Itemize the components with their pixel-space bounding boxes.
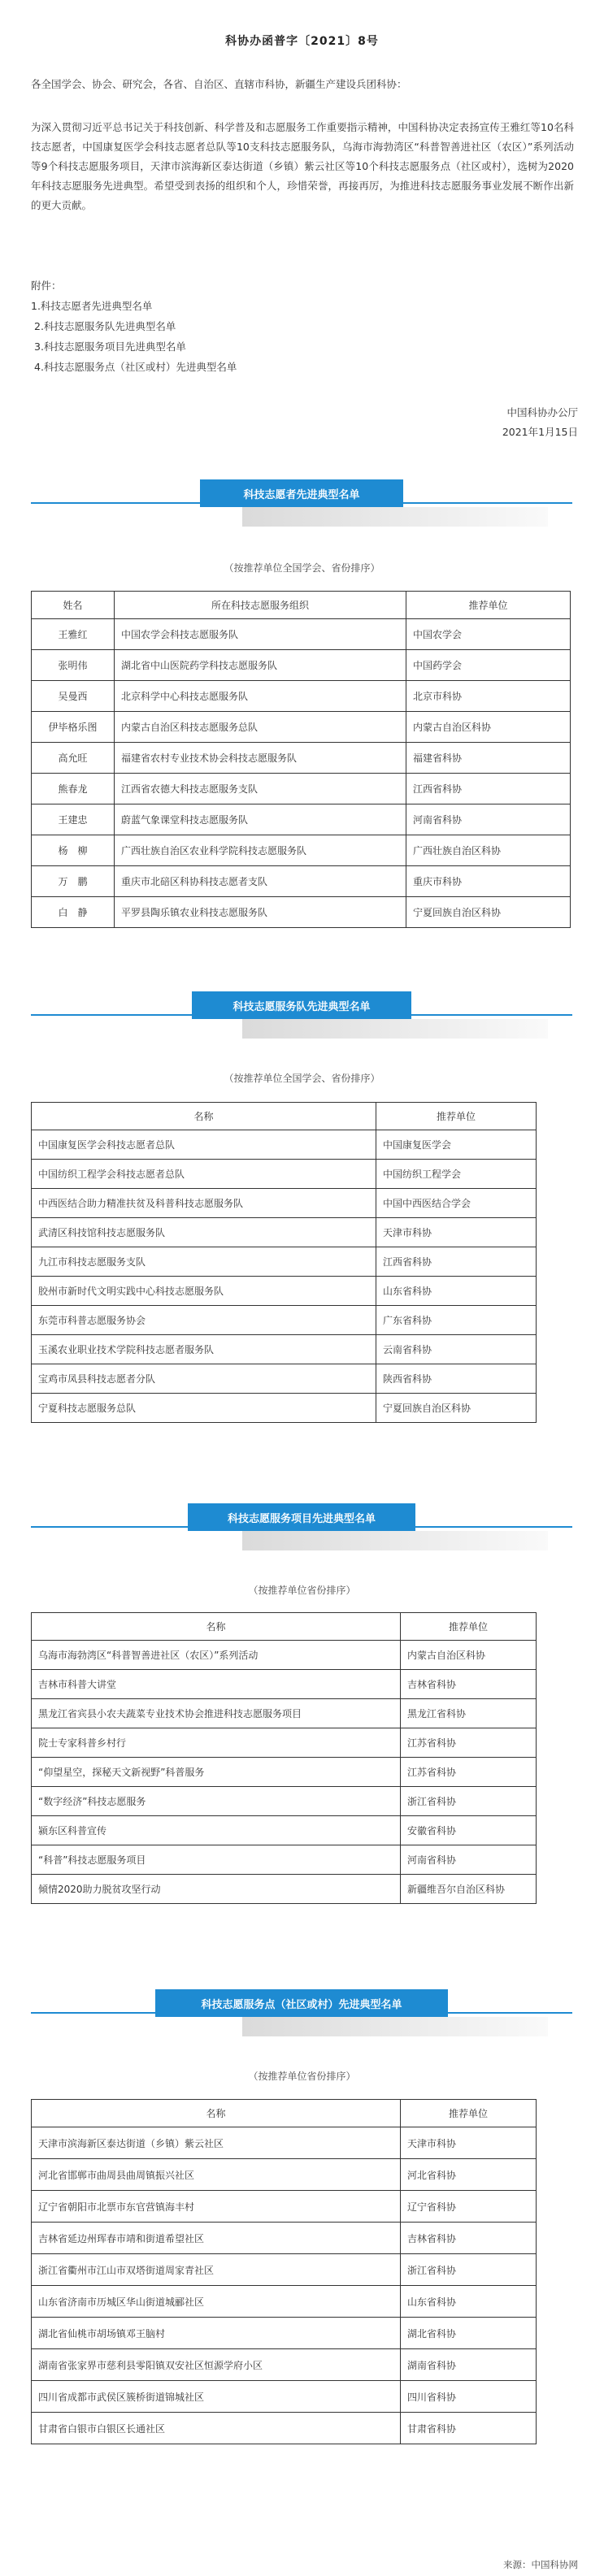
table-cell: 浙江省科协 (401, 2254, 537, 2286)
section-order-note: （按推荐单位全国学会、省份排序） (224, 1073, 380, 1084)
attachment-item: 3.科技志愿服务项目先进典型名单 (34, 340, 186, 353)
table-cell: “仰望星空，探秘天文新视野”科普服务 (32, 1758, 401, 1787)
table-row (32, 835, 571, 866)
table-row (32, 681, 571, 712)
banner-shadow (242, 1531, 548, 1550)
table-header: 名称 (32, 2100, 401, 2127)
section-banner (31, 1503, 572, 1550)
table-row (32, 2127, 537, 2159)
table-cell: 甘肃省科协 (401, 2413, 537, 2444)
table-row (32, 1335, 537, 1364)
table-cell: 宁夏回族自治区科协 (376, 1394, 537, 1423)
table-cell: 内蒙古自治区科技志愿服务总队 (115, 712, 406, 743)
table-row (32, 1728, 537, 1758)
table-row (32, 2318, 537, 2349)
volunteers-table (31, 591, 571, 928)
table-header: 姓名 (32, 592, 115, 619)
table-cell: 平罗县陶乐镇农业科技志愿服务队 (115, 897, 406, 928)
section-projects (31, 1503, 572, 1550)
table-cell: 河北省科协 (401, 2159, 537, 2191)
table-cell: 中西医结合助力精准扶贫及科普科技志愿服务队 (32, 1189, 376, 1218)
table-cell: 张明伟 (32, 650, 115, 681)
table-row (32, 1641, 537, 1670)
table-cell: 内蒙古自治区科协 (406, 712, 571, 743)
table-cell: 广西壮族自治区农业科学院科技志愿服务队 (115, 835, 406, 866)
table-row (32, 712, 571, 743)
table-cell: 重庆市北碚区科协科技志愿者支队 (115, 866, 406, 897)
table-cell: 广东省科协 (376, 1306, 537, 1335)
table-cell: 浙江省科协 (401, 1787, 537, 1816)
table-cell: 江苏省科协 (401, 1758, 537, 1787)
table-header: 所在科技志愿服务组织 (115, 592, 406, 619)
table-cell: 四川省成都市武侯区簇桥街道锦城社区 (32, 2381, 401, 2413)
table-cell: 宝鸡市凤县科技志愿者分队 (32, 1364, 376, 1394)
table-cell: 山东省济南市历城区华山街道城郦社区 (32, 2286, 401, 2318)
table-cell: 浙江省衢州市江山市双塔街道周家青社区 (32, 2254, 401, 2286)
table-cell: 伊毕格乐图 (32, 712, 115, 743)
document-number: 科协办函普字〔2021〕8号 (225, 35, 379, 48)
table-cell: 安徽省科协 (401, 1816, 537, 1845)
table-row (32, 1670, 537, 1699)
table-row (32, 804, 571, 835)
table-cell: 天津市科协 (376, 1218, 537, 1247)
banner-shadow (242, 2017, 548, 2036)
table-cell: 中国康复医学会 (376, 1130, 537, 1160)
table-row (32, 2286, 537, 2318)
table-cell: 湖北省中山医院药学科技志愿服务队 (115, 650, 406, 681)
table-body (32, 2127, 537, 2444)
table-cell: 山东省科协 (401, 2286, 537, 2318)
table-cell: 吉林市科普大讲堂 (32, 1670, 401, 1699)
table-body (32, 619, 571, 928)
table-cell: 中国康复医学会科技志愿者总队 (32, 1130, 376, 1160)
table-header: 名称 (32, 1103, 376, 1130)
service-points-table (31, 2099, 537, 2444)
section-order-note: （按推荐单位省份排序） (248, 2071, 356, 2082)
table-body (32, 1641, 537, 1904)
table-row (32, 1364, 537, 1394)
table-cell: 中国纺织工程学会科技志愿者总队 (32, 1160, 376, 1189)
table-cell: 湖北省科协 (401, 2318, 537, 2349)
table-cell: 黑龙江省科协 (401, 1699, 537, 1728)
table-row (32, 1189, 537, 1218)
table-cell: 倾情2020助力脱贫攻坚行动 (32, 1875, 401, 1904)
table-row (32, 1247, 537, 1277)
attachment-item: 4.科技志愿服务点（社区或村）先进典型名单 (34, 361, 237, 373)
section-title: 科技志愿服务项目先进典型名单 (188, 1503, 415, 1531)
table-row (32, 743, 571, 774)
table-cell: 吉林省科协 (401, 1670, 537, 1699)
table-cell: 新疆维吾尔自治区科协 (401, 1875, 537, 1904)
table-header: 推荐单位 (401, 2100, 537, 2127)
table-cell: 蔚蓝气象课堂科技志愿服务队 (115, 804, 406, 835)
table-cell: 杨 柳 (32, 835, 115, 866)
table-cell: 内蒙古自治区科协 (401, 1641, 537, 1670)
table-cell: 中国纺织工程学会 (376, 1160, 537, 1189)
section-title: 科技志愿服务队先进典型名单 (192, 991, 411, 1019)
table-row (32, 1277, 537, 1306)
section-service-points (31, 1989, 572, 2036)
banner-shadow (242, 507, 548, 527)
table-row (32, 1306, 537, 1335)
table-cell: 宁夏科技志愿服务总队 (32, 1394, 376, 1423)
table-cell: 中国中西医结合学会 (376, 1189, 537, 1218)
table-row (32, 774, 571, 804)
table-row (32, 866, 571, 897)
table-cell: 王建忠 (32, 804, 115, 835)
table-cell: 江西省科协 (376, 1247, 537, 1277)
table-row (32, 2349, 537, 2381)
table-header: 名称 (32, 1613, 401, 1641)
table-cell: 北京科学中心科技志愿服务队 (115, 681, 406, 712)
table-cell: 院士专家科普乡村行 (32, 1728, 401, 1758)
table-row (32, 1787, 537, 1816)
table-cell: 湖南省科协 (401, 2349, 537, 2381)
table-cell: 吉林省科协 (401, 2223, 537, 2254)
table-cell: 湖北省仙桃市胡场镇邓王脑村 (32, 2318, 401, 2349)
table-cell: 辽宁省朝阳市北票市东官营镇海丰村 (32, 2191, 401, 2223)
table-row (32, 2191, 537, 2223)
table-cell: 东莞市科普志愿服务协会 (32, 1306, 376, 1335)
table-cell: 高允旺 (32, 743, 115, 774)
table-cell: 江苏省科协 (401, 1728, 537, 1758)
table-cell: 甘肃省白银市白银区长通社区 (32, 2413, 401, 2444)
table-row (32, 619, 571, 650)
table-header: 推荐单位 (406, 592, 571, 619)
table-cell: 武清区科技馆科技志愿服务队 (32, 1218, 376, 1247)
table-row (32, 650, 571, 681)
table-row (32, 2413, 537, 2444)
source-credit: 来源：中国科协网 (503, 2559, 578, 2570)
table-cell: “科普”科技志愿服务项目 (32, 1845, 401, 1875)
table-cell: 广西壮族自治区科协 (406, 835, 571, 866)
table-cell: 吉林省延边州珲春市靖和街道希望社区 (32, 2223, 401, 2254)
attachments-label: 附件： (31, 280, 62, 292)
table-cell: 北京市科协 (406, 681, 571, 712)
section-banner (31, 991, 572, 1039)
section-banner (31, 479, 572, 527)
table-cell: 颍东区科普宣传 (32, 1816, 401, 1845)
table-cell: 云南省科协 (376, 1335, 537, 1364)
table-body (32, 1130, 537, 1423)
table-cell: 福建省农村专业技术协会科技志愿服务队 (115, 743, 406, 774)
table-cell: 河北省邯郸市曲周县曲周镇振兴社区 (32, 2159, 401, 2191)
table-cell: 王雅红 (32, 619, 115, 650)
table-row (32, 2381, 537, 2413)
table-cell: 福建省科协 (406, 743, 571, 774)
projects-table (31, 1612, 537, 1904)
banner-shadow (242, 1019, 548, 1039)
table-cell: 天津市滨海新区泰达街道（乡镇）紫云社区 (32, 2127, 401, 2159)
table-header: 推荐单位 (401, 1613, 537, 1641)
table-cell: 江西省科协 (406, 774, 571, 804)
table-cell: 天津市科协 (401, 2127, 537, 2159)
section-order-note: （按推荐单位全国学会、省份排序） (224, 562, 380, 574)
table-cell: 辽宁省科协 (401, 2191, 537, 2223)
table-cell: 湖南省张家界市慈利县零阳镇双安社区恒源学府小区 (32, 2349, 401, 2381)
table-cell: 万 鹏 (32, 866, 115, 897)
section-order-note: （按推荐单位省份排序） (248, 1585, 356, 1596)
table-cell: 中国农学会科技志愿服务队 (115, 619, 406, 650)
table-cell: 乌海市海勃湾区“科普智善进社区（农区）”系列活动 (32, 1641, 401, 1670)
section-title: 科技志愿者先进典型名单 (200, 479, 403, 507)
body-paragraph: 为深入贯彻习近平总书记关于科技创新、科学普及和志愿服务工作重要指示精神，中国科协决定表扬宣传王雅红等10名科技志愿者，中国康复医学会科技志愿者总队等10支科技志愿服务队，乌海市海勃湾区“科普智善进社区（农区）”系列活动等9个科技志愿服务项目，天津市滨海新区泰达街道（乡镇）紫云社区等10个科技志愿服务点（社区或村），选树为2020年科技志愿服务先进典型。希望受到表扬的组织和个人，珍惜荣誉，再接再厉，为推进科技志愿服务事业发展不断作出新的更大贡献。 (31, 121, 574, 211)
table-cell: 河南省科协 (401, 1845, 537, 1875)
table-row (32, 2254, 537, 2286)
signature-org: 中国科协办公厅 (506, 406, 578, 418)
table-cell: 胶州市新时代文明实践中心科技志愿服务队 (32, 1277, 376, 1306)
table-cell: 黑龙江省宾县小农夫蔬菜专业技术协会推进科技志愿服务项目 (32, 1699, 401, 1728)
section-title: 科技志愿服务点（社区或村）先进典型名单 (155, 1989, 448, 2017)
table-row (32, 1758, 537, 1787)
table-cell: 中国农学会 (406, 619, 571, 650)
table-row (32, 1394, 537, 1423)
table-row (32, 2159, 537, 2191)
table-row (32, 1160, 537, 1189)
table-cell: “数字经济”科技志愿服务 (32, 1787, 401, 1816)
section-banner (31, 1989, 572, 2036)
table-row (32, 1699, 537, 1728)
table-cell: 熊春龙 (32, 774, 115, 804)
attachment-item: 2.科技志愿服务队先进典型名单 (34, 320, 176, 332)
table-cell: 九江市科技志愿服务支队 (32, 1247, 376, 1277)
table-row (32, 1816, 537, 1845)
signature-date: 2021年1月15日 (502, 426, 578, 438)
table-cell: 山东省科协 (376, 1277, 537, 1306)
table-row (32, 1130, 537, 1160)
table-cell: 宁夏回族自治区科协 (406, 897, 571, 928)
table-header: 推荐单位 (376, 1103, 537, 1130)
table-cell: 四川省科协 (401, 2381, 537, 2413)
table-cell: 陕西省科协 (376, 1364, 537, 1394)
table-row (32, 2223, 537, 2254)
table-cell: 江西省农德大科技志愿服务支队 (115, 774, 406, 804)
table-cell: 玉溪农业职业技术学院科技志愿者服务队 (32, 1335, 376, 1364)
teams-table (31, 1102, 537, 1423)
table-row (32, 1875, 537, 1904)
section-teams (31, 991, 572, 1039)
table-row (32, 897, 571, 928)
attachment-item: 1.科技志愿者先进典型名单 (31, 300, 153, 312)
salutation: 各全国学会、协会、研究会，各省、自治区、直辖市科协，新疆生产建设兵团科协： (31, 78, 407, 90)
table-cell: 吴曼西 (32, 681, 115, 712)
table-row (32, 1845, 537, 1875)
section-volunteers (31, 479, 572, 527)
table-row (32, 1218, 537, 1247)
table-cell: 河南省科协 (406, 804, 571, 835)
table-cell: 白 静 (32, 897, 115, 928)
table-cell: 中国药学会 (406, 650, 571, 681)
table-cell: 重庆市科协 (406, 866, 571, 897)
